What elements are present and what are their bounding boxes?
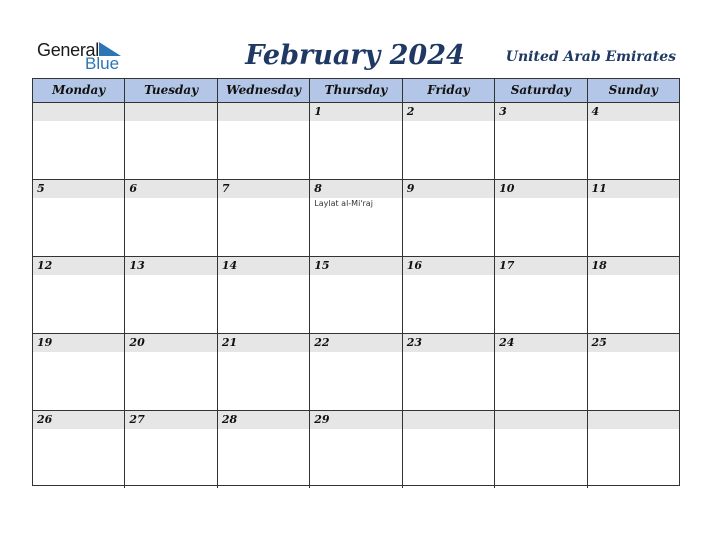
- day-header-band: [403, 411, 494, 429]
- page-title: February 2024: [245, 40, 465, 71]
- day-header-band: [310, 103, 401, 121]
- week-row: [33, 257, 679, 334]
- day-cell: [218, 103, 310, 179]
- day-cell: [310, 334, 402, 410]
- day-header-band: [33, 180, 124, 198]
- calendar-grid: [32, 78, 680, 486]
- day-cell: [218, 257, 310, 333]
- day-number: 1: [314, 105, 322, 118]
- day-header-band: [33, 103, 124, 121]
- day-header-band: [218, 180, 309, 198]
- day-number: 12: [37, 259, 53, 272]
- weeks-container: [33, 103, 679, 488]
- day-cell: [310, 103, 402, 179]
- day-cell: [218, 180, 310, 256]
- day-number: 23: [406, 336, 422, 349]
- day-cell: [403, 103, 495, 179]
- day-number: 17: [499, 259, 515, 272]
- day-cell: [125, 334, 217, 410]
- brand-logo: [37, 40, 127, 74]
- day-cell: [125, 103, 217, 179]
- day-header-band: [495, 103, 586, 121]
- day-number: 3: [499, 105, 507, 118]
- day-cell: [403, 334, 495, 410]
- day-cell: [33, 180, 125, 256]
- day-header-band: [588, 103, 679, 121]
- day-cell: [495, 411, 587, 488]
- weekday-tuesday: Tuesday: [125, 79, 217, 102]
- day-cell: [495, 180, 587, 256]
- day-number: 8: [314, 182, 322, 195]
- weekday-sunday: Sunday: [608, 83, 658, 97]
- day-cell: [33, 411, 125, 488]
- day-cell: [588, 257, 679, 333]
- weekday-saturday: Saturday: [495, 79, 587, 102]
- day-cell: [310, 180, 402, 256]
- day-cell: [33, 334, 125, 410]
- day-cell: [403, 257, 495, 333]
- day-cell: [310, 257, 402, 333]
- day-number: 9: [406, 182, 415, 195]
- brand-general-text: General: [37, 40, 99, 60]
- weekday-header-row: [33, 79, 679, 103]
- day-header-band: [403, 180, 494, 198]
- day-number: 22: [314, 336, 330, 349]
- day-header-band: [403, 103, 494, 121]
- week-row: [33, 180, 679, 257]
- day-cell: [33, 103, 125, 179]
- day-cell: [310, 411, 402, 488]
- day-cell: [495, 334, 587, 410]
- day-number: 2: [406, 105, 415, 118]
- day-number: 5: [37, 182, 45, 195]
- day-number: 13: [129, 259, 145, 272]
- day-number: 21: [221, 336, 238, 349]
- weekday-wednesday: Wednesday: [218, 79, 310, 102]
- day-header-band: [495, 411, 586, 429]
- day-header-band: [588, 411, 679, 429]
- day-number: 27: [129, 413, 145, 426]
- day-number: 4: [591, 105, 600, 118]
- day-cell: [588, 334, 679, 410]
- day-number: 29: [314, 413, 330, 426]
- day-number: 18: [591, 259, 607, 272]
- day-number: 15: [314, 259, 330, 272]
- day-number: 26: [37, 413, 53, 426]
- brand-blue-text: Blue: [85, 54, 120, 73]
- day-cell: [218, 334, 310, 410]
- day-cell: [125, 180, 217, 256]
- day-cell: [495, 257, 587, 333]
- day-number: 24: [499, 336, 515, 349]
- day-header-band: [125, 103, 216, 121]
- day-cell: [588, 103, 679, 179]
- day-number: 28: [221, 413, 238, 426]
- day-number: 25: [591, 336, 607, 349]
- weekday-friday: Friday: [403, 79, 495, 102]
- week-row: [33, 334, 679, 411]
- day-number: 7: [221, 182, 230, 195]
- day-cell: [495, 103, 587, 179]
- week-row: [33, 103, 679, 180]
- day-number: 11: [591, 182, 607, 195]
- weekday-thursday: Thursday: [310, 79, 402, 102]
- day-cell: [218, 411, 310, 488]
- day-number: 19: [37, 336, 53, 349]
- day-number: 6: [129, 182, 138, 195]
- day-header-band: [310, 180, 401, 198]
- day-cell: [125, 257, 217, 333]
- day-header-band: [218, 103, 309, 121]
- day-header-band: [125, 180, 216, 198]
- day-number: 14: [221, 259, 238, 272]
- day-cell: [125, 411, 217, 488]
- holiday-label: Laylat al-Mi'raj: [314, 199, 373, 208]
- day-cell: [588, 411, 679, 488]
- day-cell: [403, 180, 495, 256]
- weekday-monday: Monday: [33, 79, 125, 102]
- day-number: 16: [406, 259, 422, 272]
- day-number: 20: [129, 336, 145, 349]
- day-number: 10: [499, 182, 515, 195]
- country-label: United Arab Emirates: [505, 49, 676, 65]
- day-cell: [588, 180, 679, 256]
- day-cell: [33, 257, 125, 333]
- week-row: [33, 411, 679, 488]
- day-cell: [403, 411, 495, 488]
